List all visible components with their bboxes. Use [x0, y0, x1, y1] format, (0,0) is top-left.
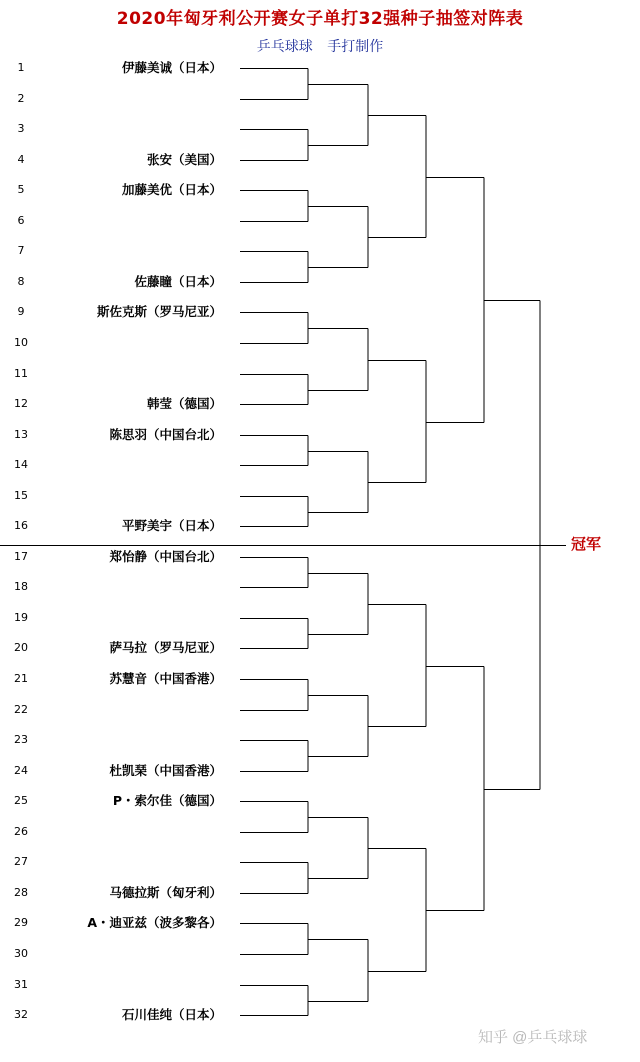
slot-number: 12 — [14, 397, 28, 411]
player-name: 陈思羽（中国台北） — [109, 426, 222, 442]
slot-number: 4 — [17, 152, 25, 166]
slot-number: 5 — [17, 183, 25, 197]
player-name: 郑怡静（中国台北） — [109, 548, 222, 564]
slot-number: 9 — [17, 305, 25, 319]
slot-number: 23 — [14, 733, 28, 747]
player-name: 萨马拉（罗马尼亚） — [109, 640, 222, 656]
slot-number: 8 — [17, 274, 25, 288]
slot-number: 11 — [14, 366, 28, 380]
player-name: 马德拉斯（匈牙利） — [109, 884, 222, 900]
slot-number: 21 — [14, 672, 28, 685]
player-name: 苏慧音（中国香港） — [109, 671, 222, 686]
player-name: 石川佳纯（日本） — [121, 1007, 222, 1023]
slot-number: 32 — [14, 1008, 28, 1022]
player-name: 韩莹（德国） — [146, 396, 222, 412]
player-name: 张安（美国） — [146, 151, 222, 167]
slot-number: 15 — [14, 488, 28, 502]
slot-number: 17 — [14, 549, 28, 563]
player-name: 加藤美优（日本） — [121, 182, 222, 198]
player-name: 佐藤瞳（日本） — [134, 273, 222, 289]
slot-number: 27 — [14, 855, 28, 869]
slot-number: 16 — [14, 519, 28, 533]
player-name: P・索尔佳（德国） — [112, 793, 222, 809]
page-title: 2020年匈牙利公开赛女子单打32强种子抽签对阵表 — [116, 9, 524, 29]
slot-number: 13 — [14, 427, 28, 441]
slot-number: 10 — [14, 335, 28, 349]
slot-number: 24 — [14, 763, 28, 777]
slot-number: 25 — [14, 794, 28, 808]
slot-number: 30 — [14, 946, 28, 960]
slot-number: 14 — [14, 458, 28, 472]
slot-number: 20 — [14, 641, 28, 655]
slot-number: 29 — [14, 916, 28, 930]
slot-number: 2 — [17, 91, 25, 105]
slot-number: 7 — [17, 244, 25, 258]
slot-number: 26 — [14, 824, 28, 838]
page-subtitle: 乒乓球球 手打制作 — [256, 39, 384, 55]
slot-number: 22 — [14, 702, 28, 716]
player-name: 斯佐克斯（罗马尼亚） — [96, 304, 222, 320]
player-name: 平野美宇（日本） — [121, 518, 222, 534]
player-name: 杜凯琹（中国香港） — [109, 762, 222, 778]
slot-number: 3 — [17, 122, 25, 136]
slot-number: 1 — [17, 61, 25, 74]
slot-number: 28 — [14, 885, 28, 899]
slot-number: 31 — [14, 977, 28, 991]
slot-number: 18 — [14, 580, 28, 594]
player-name: 伊藤美诚（日本） — [121, 60, 222, 75]
slot-number: 6 — [17, 213, 25, 227]
slot-number: 19 — [14, 610, 28, 624]
player-name: A・迪亚兹（波多黎各） — [87, 915, 222, 931]
watermark: 知乎 @乒乓球球 — [478, 1029, 588, 1046]
champion-label: 冠军 — [571, 535, 602, 553]
